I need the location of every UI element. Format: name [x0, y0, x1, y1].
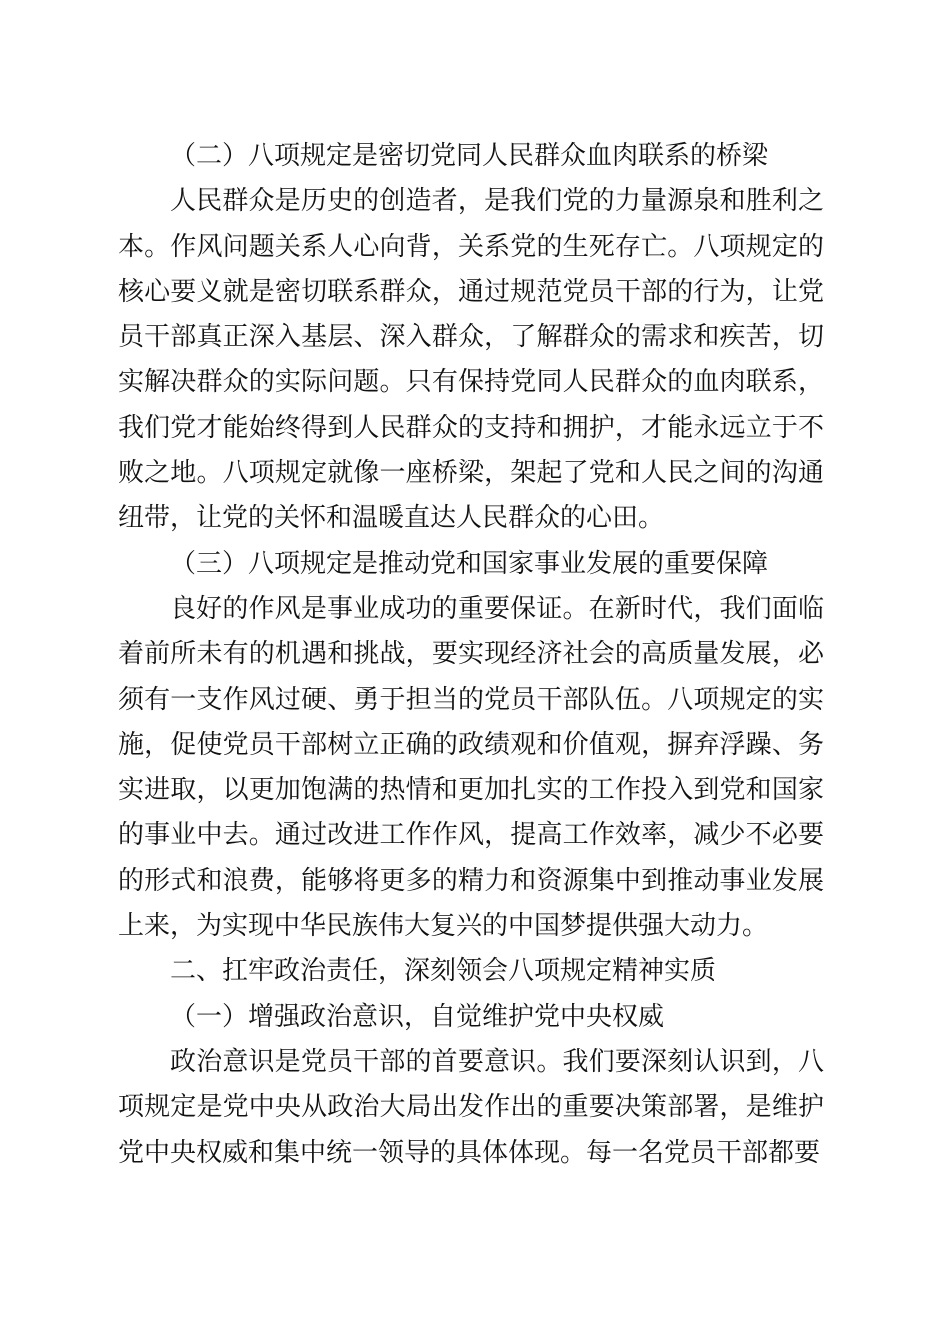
- subheading-2: （二）八项规定是密切党同人民群众血肉联系的桥梁: [170, 141, 769, 171]
- body-paragraph-3: 政治意识是党员干部的首要意识。我们要深刻认识到，八项规定是党中央从政治大局出发作出的重要决策部署，是维护党中央权威和集中统一领导的具体体现。每一名党员干部都要: [118, 1046, 824, 1168]
- document-body: [118, 134, 824, 1176]
- section-heading-2: 二、扛牢政治责任，深刻领会八项规定精神实质: [170, 956, 717, 987]
- subheading-1: （一）增强政治意识，自觉维护党中央权威: [170, 1001, 665, 1032]
- subheading-3: （三）八项规定是推动党和国家事业发展的重要保障: [170, 548, 769, 579]
- body-paragraph-1: 人民群众是历史的创造者，是我们党的力量源泉和胜利之本。作风问题关系人心向背，关系党的生死存亡。八项规定的核心要义就是密切联系群众，通过规范党员干部的行为，让党员干部真正深入基层、深入群众，了解群众的需求和疾苦，切实解决群众的实际问题。只有保持党同人民群众的血肉联系，我们党才能始终得到人民群众的支持和拥护，才能永远立于不败之地。八项规定就像一座桥梁，架起了党和人民之间的沟通纽带，让党的关怀和温暖直达人民群众的心田。: [118, 186, 824, 534]
- body-paragraph-2: 良好的作风是事业成功的重要保证。在新时代，我们面临着前所未有的机遇和挑战，要实现经济社会的高质量发展，必须有一支作风过硬、勇于担当的党员干部队伍。八项规定的实施，促使党员干部树立正确的政绩观和价值观，摒弃浮躁、务实进取，以更加饱满的热情和更加扎实的工作投入到党和国家的事业中去。通过改进工作作风，提高工作效率，减少不必要的形式和浪费，能够将更多的精力和资源集中到推动事业发展上来，为实现中华民族伟大复兴的中国梦提供强大动力。: [118, 593, 824, 942]
